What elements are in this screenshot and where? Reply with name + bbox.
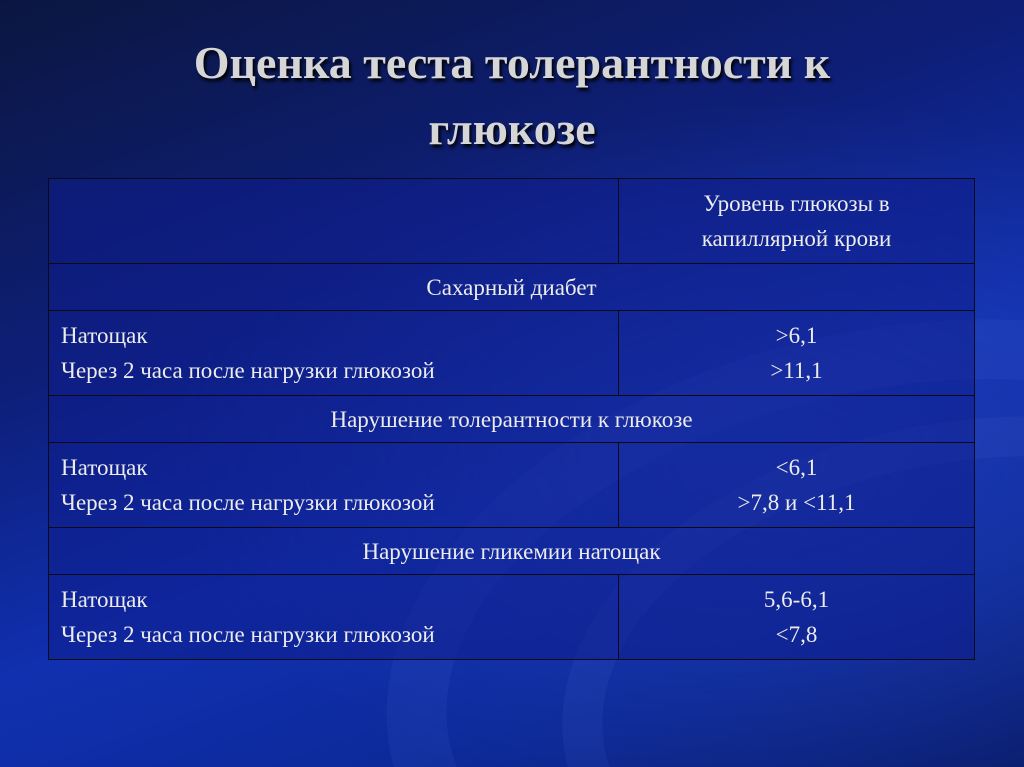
section-row-impaired-fasting	[49, 528, 975, 575]
title-line-2: глюкозе	[428, 103, 596, 154]
fasting-value: >6,1	[775, 323, 818, 348]
slide-title	[60, 30, 964, 162]
fasting-value: 5,6-6,1	[763, 587, 830, 612]
two-hour-label: Через 2 часа после нагрузки глюкозой	[61, 358, 435, 383]
table-row	[49, 311, 975, 396]
value-cell	[619, 443, 975, 528]
fasting-label: Натощак	[61, 323, 148, 348]
header-text-line-1: Уровень глюкозы в	[703, 191, 890, 216]
header-glucose-level-cell	[619, 179, 975, 264]
condition-cell	[49, 575, 619, 660]
section-label: Нарушение гликемии натощак	[49, 528, 975, 575]
glucose-tolerance-table	[48, 178, 975, 660]
value-cell	[619, 575, 975, 660]
condition-cell	[49, 443, 619, 528]
two-hour-label: Через 2 часа после нагрузки глюкозой	[61, 490, 435, 515]
two-hour-value: >11,1	[770, 358, 823, 383]
fasting-label: Натощак	[61, 455, 148, 480]
two-hour-value: <7,8	[775, 622, 818, 647]
table-row	[49, 575, 975, 660]
table-header-row	[49, 179, 975, 264]
section-label: Нарушение толерантности к глюкозе	[49, 396, 975, 443]
fasting-value: <6,1	[775, 455, 818, 480]
value-cell	[619, 311, 975, 396]
condition-cell	[49, 311, 619, 396]
fasting-label: Натощак	[61, 587, 148, 612]
title-line-1: Оценка теста толерантности к	[193, 37, 831, 88]
two-hour-value: >7,8 и <11,1	[737, 490, 856, 515]
section-row-impaired-tolerance	[49, 396, 975, 443]
table-row	[49, 443, 975, 528]
two-hour-label: Через 2 часа после нагрузки глюкозой	[61, 622, 435, 647]
section-label: Сахарный диабет	[49, 264, 975, 311]
header-text-line-2: капиллярной крови	[701, 226, 892, 251]
header-empty-cell	[49, 179, 619, 264]
section-row-diabetes	[49, 264, 975, 311]
